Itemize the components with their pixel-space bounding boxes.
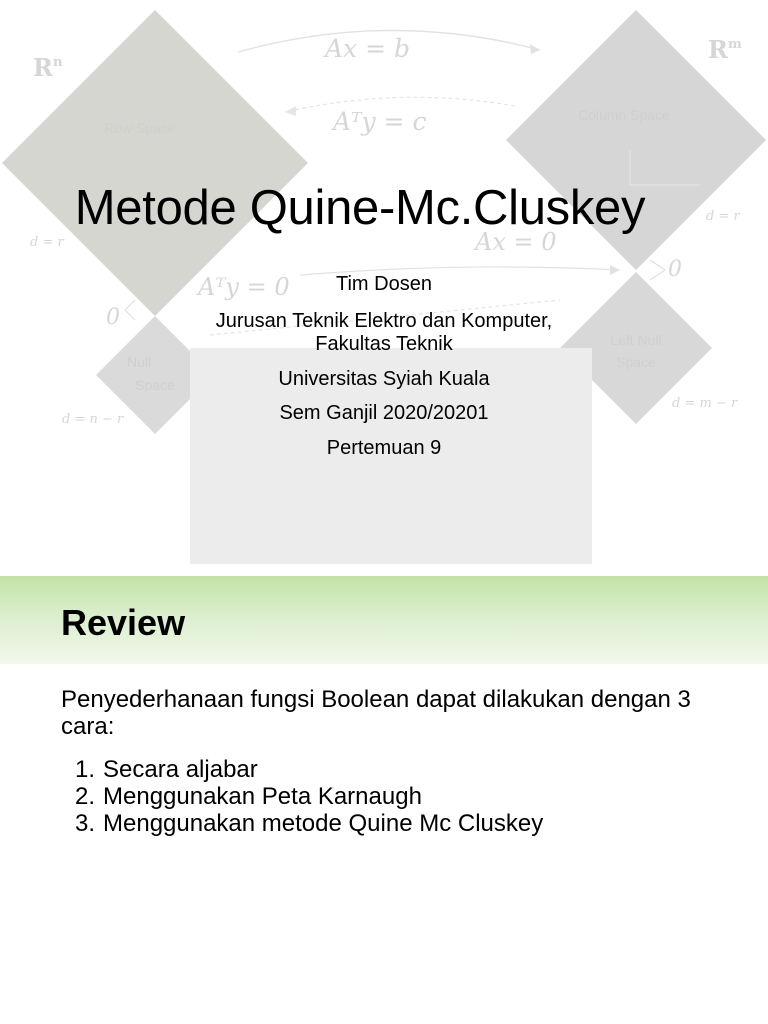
ax-0-label: Ax = 0 — [475, 228, 557, 256]
column-space-label: Column Space — [578, 107, 670, 123]
list-item — [75, 756, 543, 783]
review-heading: Review — [61, 602, 186, 643]
university: Universitas Syiah Kuala — [278, 368, 490, 390]
method-list — [75, 756, 543, 837]
d-n-r-label: d = n − r — [62, 412, 124, 427]
rn-label: $R^n$ — [33, 53, 63, 82]
aty-0-label: Aᵀy = 0 — [198, 273, 290, 301]
list-item — [75, 810, 543, 837]
list-number: 3. — [75, 810, 96, 837]
list-item — [75, 783, 543, 810]
list-text: Menggunakan metode Quine Mc Cluskey — [103, 810, 544, 837]
d-r-right-label: d = r — [706, 209, 740, 224]
semester: Sem Ganjil 2020/20201 — [279, 402, 489, 424]
list-text: Secara aljabar — [103, 756, 258, 783]
left-null-label-1: Left Null — [610, 332, 662, 348]
slide-title: Metode Quine-Mc.Cluskey — [74, 181, 646, 235]
null-space-label-1: Null — [126, 354, 152, 370]
review-slide — [0, 576, 768, 1024]
arrow-head-aty-c — [285, 106, 296, 116]
ax-b-label: Ax = b — [325, 34, 410, 63]
zero-right-label: 0 — [668, 257, 682, 282]
d-m-r-label: d = m − r — [672, 396, 738, 411]
list-number: 1. — [75, 756, 96, 783]
list-number: 2. — [75, 783, 96, 810]
row-space-label: Row Space — [104, 120, 176, 136]
department: Jurusan Teknik Elektro dan Komputer, — [215, 310, 553, 332]
rm-label: $R^m$ — [708, 35, 742, 64]
null-space-label-2: Space — [135, 377, 175, 393]
aty-c-label: Aᵀy = c — [333, 107, 427, 136]
intro-text: Penyederhanaan fungsi Boolean dapat dilakukan dengan 3 cara: — [61, 686, 691, 740]
faculty: Fakultas Teknik — [315, 333, 453, 355]
d-r-left-label: d = r — [30, 235, 64, 250]
list-text: Menggunakan Peta Karnaugh — [103, 783, 422, 810]
zero-left-label: 0 — [106, 305, 120, 330]
left-null-label-2: Space — [616, 354, 656, 370]
author: Tim Dosen — [336, 273, 432, 295]
meeting: Pertemuan 9 — [326, 437, 442, 459]
